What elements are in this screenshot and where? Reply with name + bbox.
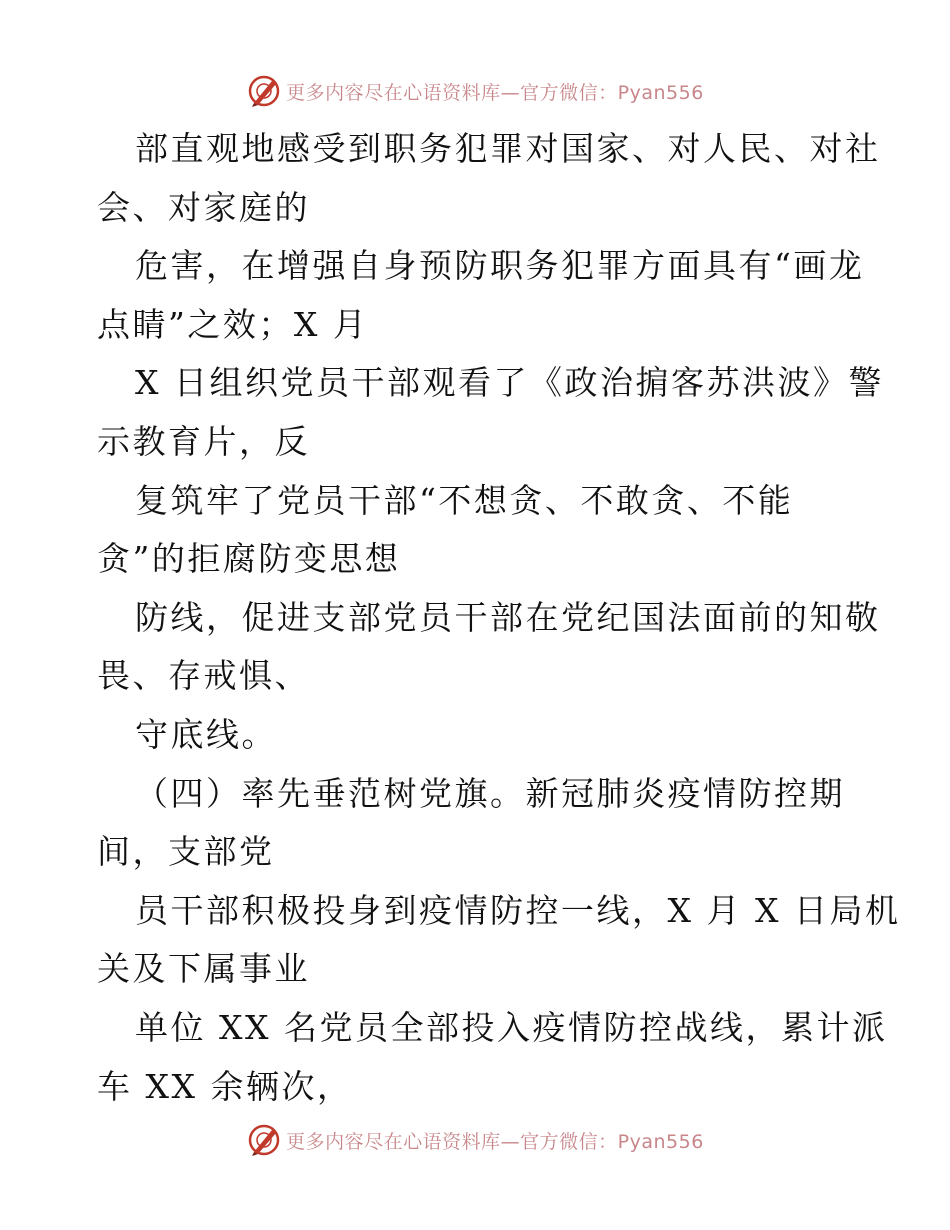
pen-logo-icon [246, 73, 282, 109]
watermark-text: 更多内容尽在心语资料库—官方微信：Pyan556 [286, 1130, 704, 1153]
text-line: 间，支部党 [97, 832, 275, 872]
text-line: 员干部积极投身到疫情防控一线，X 月 X 日局机 [135, 890, 901, 930]
text-line: 部直观地感受到职务犯罪对国家、对人民、对社 [135, 129, 881, 168]
document-body [97, 120, 901, 1116]
text-line: 点睛”之效；X 月 [97, 304, 369, 344]
text-line: （四）率先垂范树党旗。新冠肺炎疫情防控期 [135, 773, 845, 813]
text-line: 防线，促进支部党员干部在党纪国法面前的知敬 [135, 597, 881, 637]
header-watermark [0, 71, 950, 111]
text-line: 贪”的拒腐防变思想 [97, 539, 401, 579]
pen-logo-icon [246, 1122, 282, 1158]
footer-watermark [0, 1120, 950, 1160]
text-line: 复筑牢了党员干部“不想贪、不敢贪、不能 [135, 480, 794, 520]
text-line: 守底线。 [135, 714, 277, 754]
text-line: 危害，在增强自身预防职务犯罪方面具有“画龙 [135, 246, 865, 286]
text-line: 车 XX 余辆次， [97, 1066, 353, 1106]
text-line: 示教育片，反 [97, 421, 310, 461]
text-line: X 日组织党员干部观看了《政治掮客苏洪波》警 [135, 363, 884, 403]
text-line: 关及下属事业 [97, 949, 310, 989]
text-line: 畏、存戒惧、 [97, 656, 310, 696]
text-line: 单位 XX 名党员全部投入疫情防控战线，累计派 [135, 1007, 888, 1047]
watermark-text: 更多内容尽在心语资料库—官方微信：Pyan556 [286, 81, 704, 104]
text-line: 会、对家庭的 [97, 187, 310, 227]
